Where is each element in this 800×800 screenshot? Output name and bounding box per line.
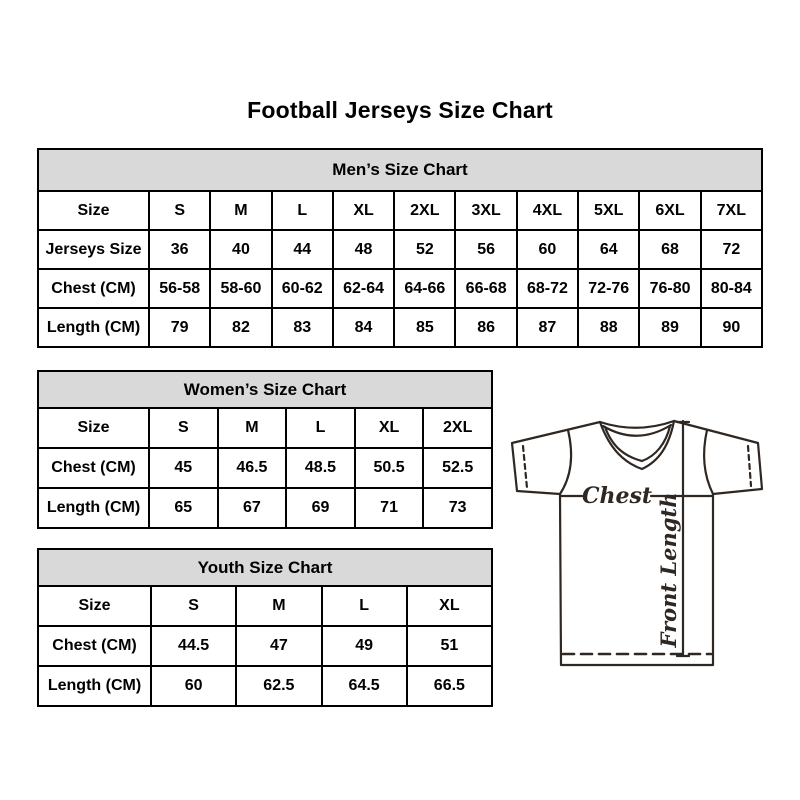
table-cell: L	[272, 191, 333, 230]
table-row	[38, 308, 762, 347]
youth-size-table	[37, 548, 493, 707]
right-armhole-seam	[704, 430, 713, 494]
table-row	[38, 408, 492, 448]
table-cell: 90	[701, 308, 762, 347]
row-label: Size	[38, 408, 149, 448]
table-cell: 44.5	[151, 626, 236, 666]
row-label: Length (CM)	[38, 308, 149, 347]
table-cell: M	[210, 191, 271, 230]
table-row	[38, 230, 762, 269]
table-cell: 56-58	[149, 269, 210, 308]
youth-table-header: Youth Size Chart	[38, 549, 492, 586]
row-label: Size	[38, 586, 151, 626]
womens-size-table	[37, 370, 493, 529]
table-cell: 60	[151, 666, 236, 706]
table-cell: 68	[639, 230, 700, 269]
row-label: Length (CM)	[38, 666, 151, 706]
table-cell: 60	[517, 230, 578, 269]
table-cell: 71	[355, 488, 424, 528]
table-cell: 62.5	[236, 666, 321, 706]
table-cell: L	[322, 586, 407, 626]
table-cell: 51	[407, 626, 492, 666]
table-cell: 40	[210, 230, 271, 269]
table-cell: 4XL	[517, 191, 578, 230]
table-cell: 49	[322, 626, 407, 666]
table-cell: 48	[333, 230, 394, 269]
table-cell: 79	[149, 308, 210, 347]
table-cell: XL	[355, 408, 424, 448]
table-cell: 2XL	[394, 191, 455, 230]
table-cell: 83	[272, 308, 333, 347]
table-row	[38, 488, 492, 528]
table-cell: 6XL	[639, 191, 700, 230]
table-cell: 50.5	[355, 448, 424, 488]
table-cell: 80-84	[701, 269, 762, 308]
table-cell: M	[218, 408, 287, 448]
table-cell: 47	[236, 626, 321, 666]
table-cell: XL	[407, 586, 492, 626]
table-cell: 69	[286, 488, 355, 528]
table-cell: 64.5	[322, 666, 407, 706]
table-cell: 62-64	[333, 269, 394, 308]
table-cell: 73	[423, 488, 492, 528]
row-label: Size	[38, 191, 149, 230]
page-title: Football Jerseys Size Chart	[247, 97, 553, 123]
table-row	[38, 549, 492, 586]
table-row	[38, 586, 492, 626]
row-label: Length (CM)	[38, 488, 149, 528]
jersey-measurement-diagram	[495, 398, 780, 688]
table-cell: 72-76	[578, 269, 639, 308]
table-row	[38, 626, 492, 666]
table-cell: 7XL	[701, 191, 762, 230]
table-row	[38, 448, 492, 488]
table-cell: 67	[218, 488, 287, 528]
right-cuff-dashed-line	[748, 446, 751, 486]
table-cell: 89	[639, 308, 700, 347]
womens-table-header: Women’s Size Chart	[38, 371, 492, 408]
table-cell: XL	[333, 191, 394, 230]
table-cell: L	[286, 408, 355, 448]
table-cell: M	[236, 586, 321, 626]
table-row	[38, 191, 762, 230]
row-label: Chest (CM)	[38, 448, 149, 488]
table-cell: 88	[578, 308, 639, 347]
jersey-diagram-svg	[495, 398, 780, 688]
table-cell: 36	[149, 230, 210, 269]
front-length-label: Front Length	[656, 492, 681, 648]
table-cell: S	[149, 191, 210, 230]
table-cell: 76-80	[639, 269, 700, 308]
table-cell: 72	[701, 230, 762, 269]
table-cell: 52	[394, 230, 455, 269]
table-cell: 65	[149, 488, 218, 528]
table-cell: 85	[394, 308, 455, 347]
table-row	[38, 149, 762, 191]
table-cell: 3XL	[455, 191, 516, 230]
table-cell: 2XL	[423, 408, 492, 448]
jersey-outline	[512, 421, 762, 665]
table-cell: 58-60	[210, 269, 271, 308]
table-cell: 56	[455, 230, 516, 269]
chest-label: Chest	[581, 483, 653, 509]
row-label: Chest (CM)	[38, 626, 151, 666]
collar-back-top	[600, 421, 674, 428]
table-row	[38, 371, 492, 408]
mens-size-table	[37, 148, 763, 348]
collar-back-bottom	[603, 425, 671, 436]
table-cell: 66-68	[455, 269, 516, 308]
row-label: Chest (CM)	[38, 269, 149, 308]
table-cell: S	[149, 408, 218, 448]
table-cell: S	[151, 586, 236, 626]
table-cell: 46.5	[218, 448, 287, 488]
row-label: Jerseys Size	[38, 230, 149, 269]
table-cell: 68-72	[517, 269, 578, 308]
table-cell: 84	[333, 308, 394, 347]
table-cell: 64	[578, 230, 639, 269]
table-cell: 87	[517, 308, 578, 347]
left-armhole-seam	[560, 430, 571, 494]
table-cell: 45	[149, 448, 218, 488]
table-cell: 82	[210, 308, 271, 347]
table-cell: 64-66	[394, 269, 455, 308]
table-cell: 86	[455, 308, 516, 347]
table-row	[38, 269, 762, 308]
table-cell: 5XL	[578, 191, 639, 230]
mens-table-header: Men’s Size Chart	[38, 149, 762, 191]
table-cell: 60-62	[272, 269, 333, 308]
table-cell: 52.5	[423, 448, 492, 488]
table-cell: 66.5	[407, 666, 492, 706]
table-cell: 44	[272, 230, 333, 269]
table-cell: 48.5	[286, 448, 355, 488]
left-cuff-dashed-line	[523, 446, 527, 488]
table-row	[38, 666, 492, 706]
